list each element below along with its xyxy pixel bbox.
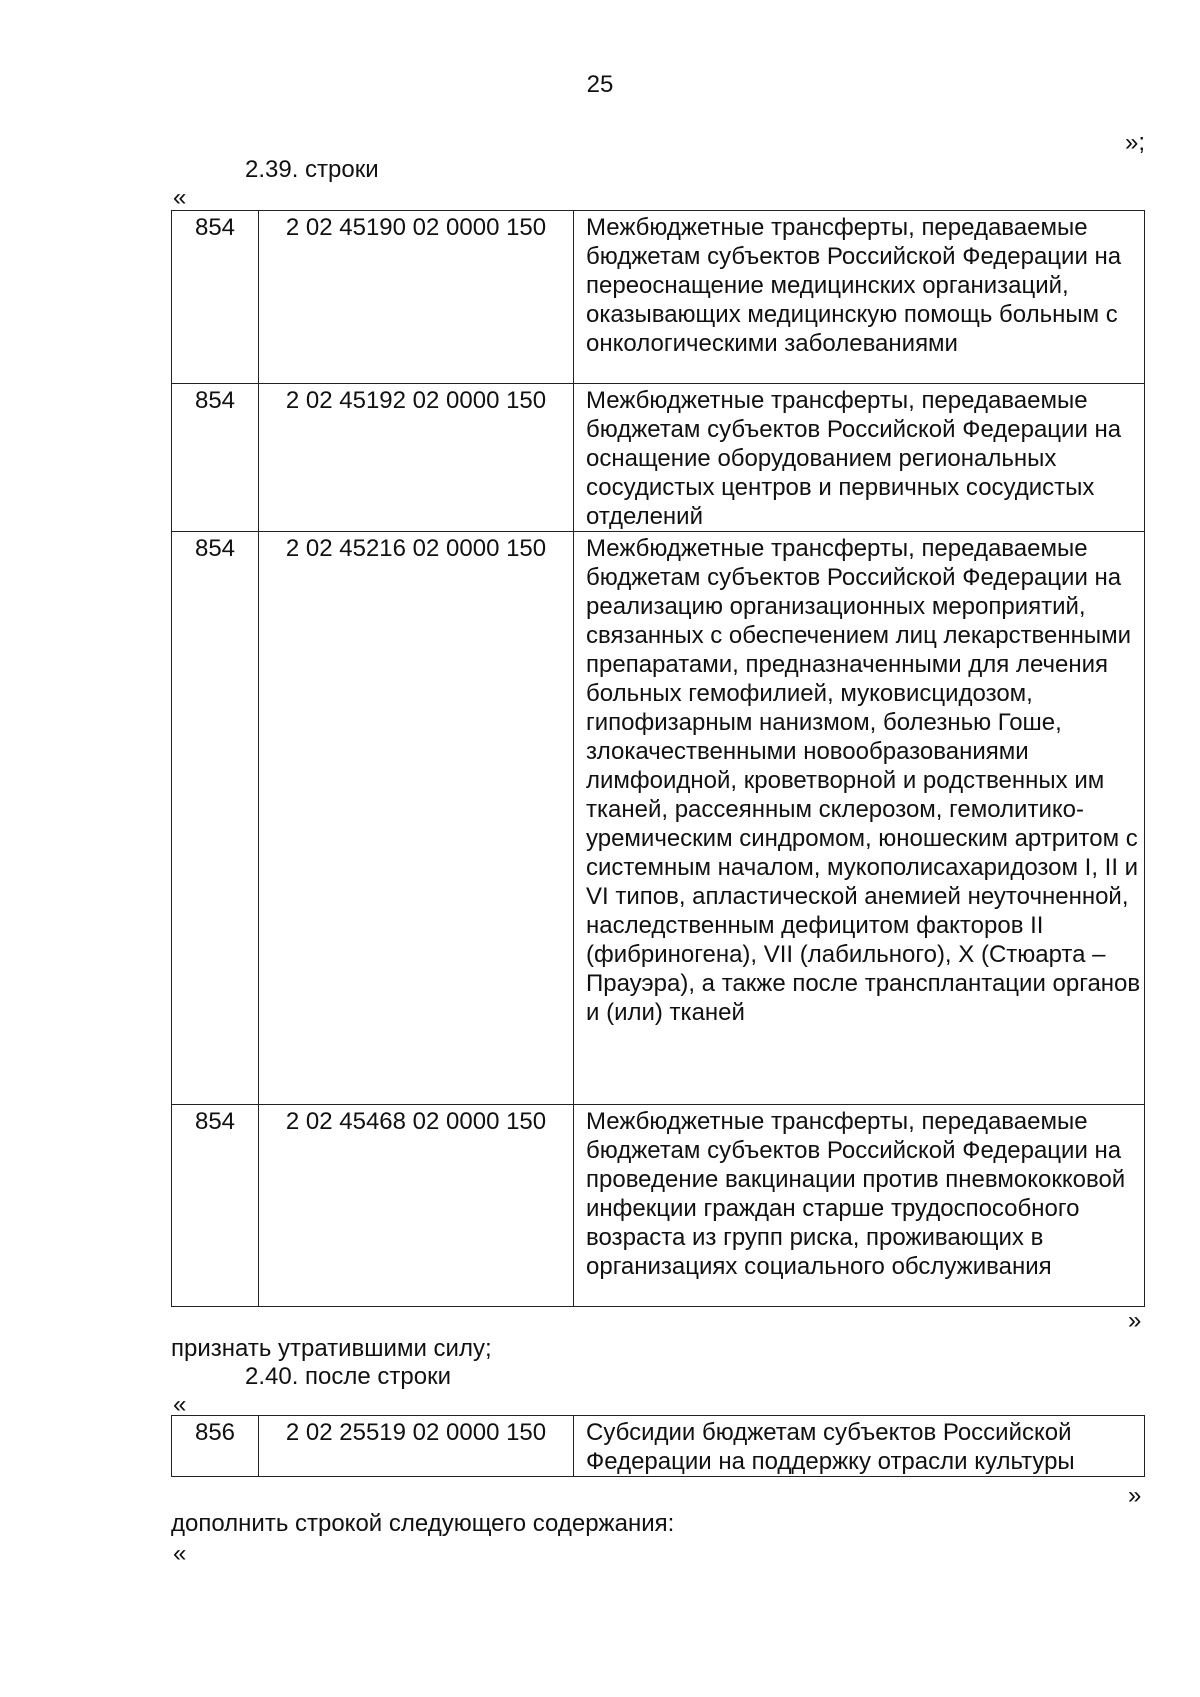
budget-code-cell: 2 02 25519 02 0000 150 — [259, 1416, 574, 1477]
budget-code-cell: 2 02 45190 02 0000 150 — [259, 211, 574, 384]
section-2-39-label: 2.39. строки — [245, 156, 379, 183]
admin-code-cell: 854 — [172, 211, 259, 384]
admin-code-cell: 854 — [172, 384, 259, 532]
section-2-40-label: 2.40. после строки — [245, 1363, 452, 1390]
table2-close-quote: » — [1128, 1482, 1142, 1509]
description-cell: Межбюджетные трансферты, передаваемые бюджетам субъектов Российской Федерации на реализацию организационных мероприятий, связанных с обеспечением лиц лекарственными препаратами, предназначенными для лечения больных гемофилией, муковисцидозом, гипофизарным нанизмом, болезнью Гоше, злокачественными новообразованиями лимфоидной, кроветворной и родственных им тканей, рассеянным склерозом, гемолитико-уремическим синдромом, юношеским артритом с системным началом, мукополисахаридозом I, II и VI типов, апластической анемией неуточненной, наследственным дефицитом факторов II (фибриногена), VII (лабильного), X (Стюарта – Прауэра), а также после трансплантации органов и (или) тканей — [574, 532, 1145, 1105]
add-row-text: дополнить строкой следующего содержания: — [171, 1510, 675, 1537]
table-row — [172, 384, 1145, 532]
table-row — [172, 1105, 1145, 1307]
table-row — [172, 211, 1145, 384]
section-2-40-open-quote: « — [173, 1391, 187, 1418]
budget-code-cell: 2 02 45192 02 0000 150 — [259, 384, 574, 532]
budget-code-cell: 2 02 45468 02 0000 150 — [259, 1105, 574, 1307]
previous-close-quote: »; — [1125, 129, 1146, 156]
table-section-2-40 — [171, 1415, 1145, 1477]
description-cell: Межбюджетные трансферты, передаваемые бюджетам субъектов Российской Федерации на переоснащение медицинских организаций, оказывающих медицинскую помощь больным с онкологическими заболеваниями — [574, 211, 1145, 384]
table-section-2-39 — [171, 210, 1145, 1307]
budget-code-cell: 2 02 45216 02 0000 150 — [259, 532, 574, 1105]
invalidate-text: признать утратившими силу; — [171, 1335, 492, 1362]
admin-code-cell: 856 — [172, 1416, 259, 1477]
table-row — [172, 532, 1145, 1105]
description-cell: Межбюджетные трансферты, передаваемые бюджетам субъектов Российской Федерации на проведение вакцинации против пневмококковой инфекции граждан старше трудоспособного возраста из групп риска, проживающих в организациях социального обслуживания — [574, 1105, 1145, 1307]
description-cell: Субсидии бюджетам субъектов Российской Федерации на поддержку отрасли культуры — [574, 1416, 1145, 1477]
page-number: 25 — [586, 71, 614, 98]
table-row — [172, 1416, 1145, 1477]
table1-close-quote: » — [1128, 1307, 1142, 1334]
admin-code-cell: 854 — [172, 1105, 259, 1307]
section-2-39-open-quote: « — [173, 184, 187, 211]
description-cell: Межбюджетные трансферты, передаваемые бюджетам субъектов Российской Федерации на оснащение оборудованием региональных сосудистых центров и первичных сосудистых отделений — [574, 384, 1145, 532]
admin-code-cell: 854 — [172, 532, 259, 1105]
final-open-quote: « — [173, 1540, 187, 1567]
